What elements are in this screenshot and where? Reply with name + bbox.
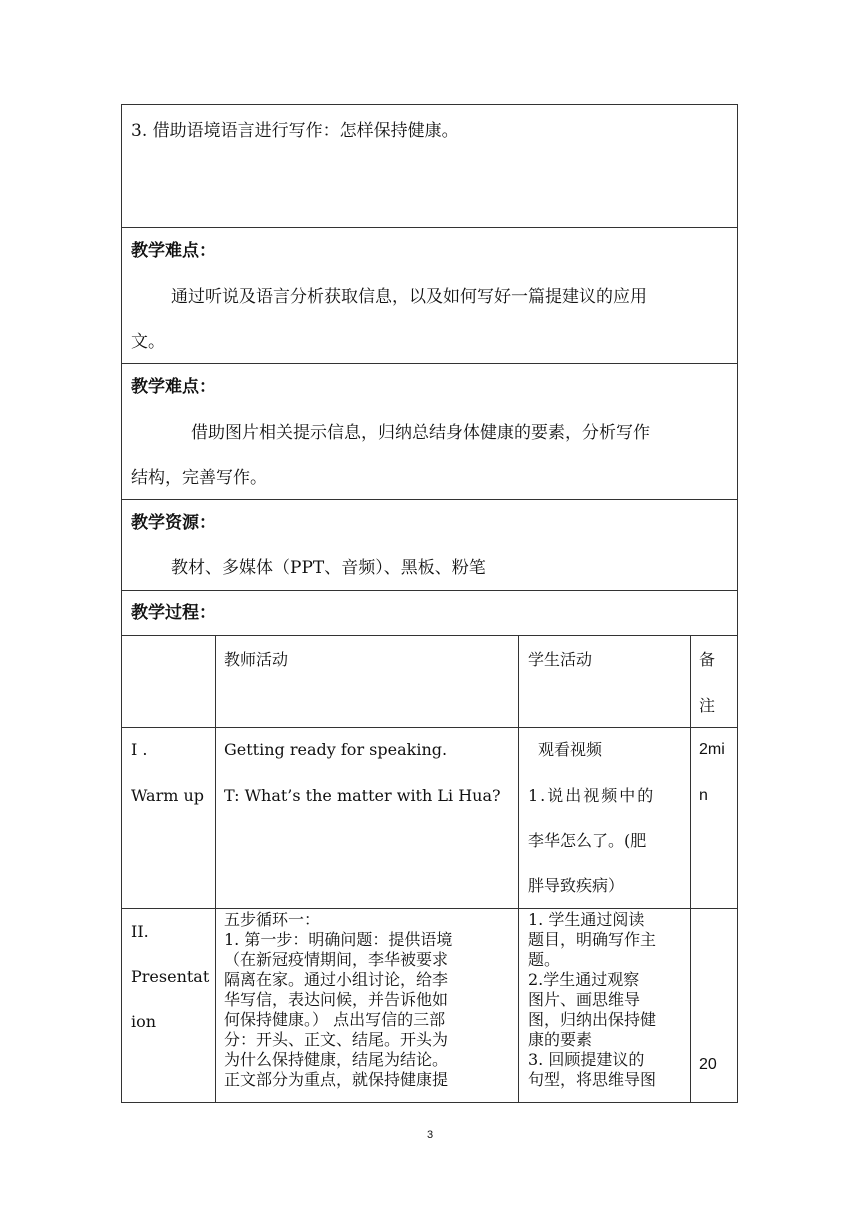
resources-text: 教材、多媒体（PPT、音频）、黑板、粉笔 <box>171 558 486 578</box>
student-activity: 观看视频 <box>538 740 603 759</box>
teacher-activity: 正文部分为重点，就保持健康提 <box>224 1070 449 1089</box>
row-divider <box>122 590 737 591</box>
note: n <box>699 787 708 804</box>
header-note-1: 备 <box>699 650 716 669</box>
difficulty2-text-line1: 借助图片相关提示信息，归纳总结身体健康的要素，分析写作 <box>191 423 650 443</box>
teacher-activity: 分：开头、正文、结尾。开头为 <box>224 1030 449 1049</box>
student-activity: 1. 学生通过阅读 <box>528 910 645 929</box>
header-note-2: 注 <box>699 696 716 715</box>
difficulty-text-line1: 通过听说及语言分析获取信息，以及如何写好一篇提建议的应用 <box>171 287 647 307</box>
stage-label: ion <box>131 1012 157 1031</box>
student-activity: 图，归纳出保持健 <box>528 1010 657 1029</box>
student-activity: 1.说出视频中的 <box>528 786 656 805</box>
difficulty-heading: 教学难点： <box>131 241 216 261</box>
student-activity: 胖导致疾病） <box>528 876 625 895</box>
header-teacher: 教师活动 <box>224 650 289 669</box>
teacher-activity: 为什么保持健康，结尾为结论。 <box>224 1050 449 1069</box>
student-activity: 李华怎么了。(肥 <box>528 831 647 850</box>
row-divider <box>122 363 737 364</box>
page-number: 3 <box>426 1129 434 1141</box>
resources-heading: 教学资源： <box>131 513 216 533</box>
teacher-activity: 五步循环一： <box>224 910 321 929</box>
stage-label: II. <box>131 922 149 941</box>
teacher-activity: T: What’s the matter with Li Hua? <box>224 786 501 805</box>
note: 20 <box>699 1056 717 1073</box>
teacher-activity: Getting ready for speaking. <box>224 740 448 759</box>
stage-label: Warm up <box>131 786 205 805</box>
teacher-activity: 隔离在家。通过小组讨论，给李 <box>224 970 449 989</box>
student-activity: 康的要素 <box>528 1030 593 1049</box>
student-activity: 3. 回顾提建议的 <box>528 1050 645 1069</box>
difficulty2-text-line2: 结构，完善写作。 <box>131 468 267 488</box>
student-activity: 图片、画思维导 <box>528 990 641 1009</box>
teacher-activity: 1. 第一步：明确问题：提供语境 <box>224 930 453 949</box>
col-divider <box>215 636 216 1102</box>
col-divider <box>518 636 519 1102</box>
col-divider <box>690 636 691 1102</box>
process-heading: 教学过程： <box>131 603 216 623</box>
student-activity: 2.学生通过观察 <box>528 970 640 989</box>
student-activity: 句型，将思维导图 <box>528 1070 657 1089</box>
teacher-activity: （在新冠疫情期间，李华被要求 <box>224 950 449 969</box>
row-divider <box>122 499 737 500</box>
teacher-activity: 何保持健康。） 点出写信的三部 <box>224 1010 446 1029</box>
row-divider <box>122 227 737 228</box>
student-activity: 题。 <box>528 950 561 969</box>
difficulty-text-line2: 文。 <box>131 332 165 352</box>
row-divider <box>122 908 737 909</box>
difficulty-heading-2: 教学难点： <box>131 377 216 397</box>
lesson-plan-table <box>121 104 738 635</box>
header-student: 学生活动 <box>528 650 593 669</box>
note: 2mi <box>699 741 725 758</box>
student-activity: 题目，明确写作主 <box>528 930 657 949</box>
teacher-activity: 华写信，表达问候，并告诉他如 <box>224 990 449 1009</box>
stage-label: I . <box>131 740 148 759</box>
stage-label: Presentat <box>131 967 210 986</box>
objective-item-3: 3. 借助语境语言进行写作：怎样保持健康。 <box>131 121 459 141</box>
